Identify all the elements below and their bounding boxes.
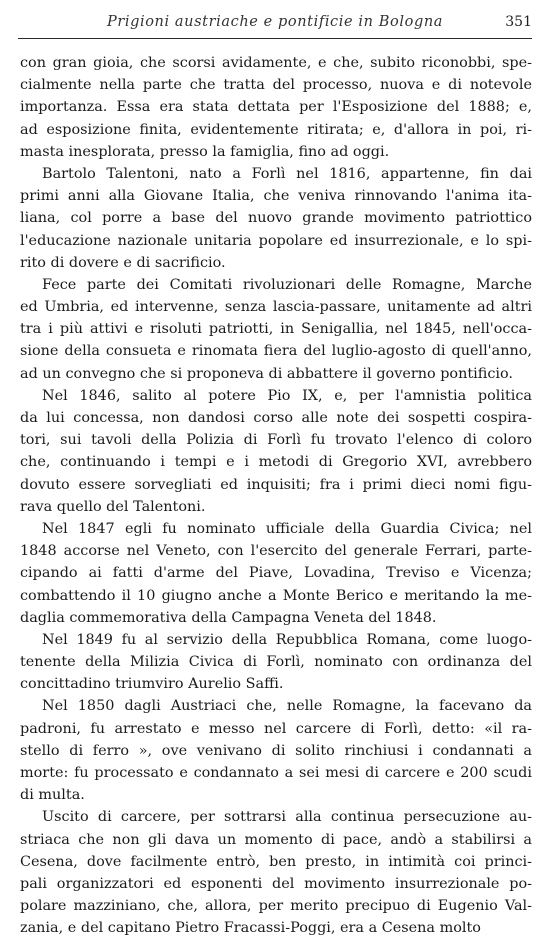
text-line: daglia commemorativa della Campagna Veneta del 1848. [20, 609, 437, 626]
text-line: Nel 1846, salito al potere Pio IX, e, per l'amnistia politica [42, 387, 532, 404]
text-line: con gran gioia, che scorsi avidamente, e che, subito riconobbi, spe- [20, 55, 532, 71]
text-line: ad esposizione finita, evidentemente ritirata; e, d'allora in poi, ri- [20, 121, 532, 138]
text-line: Fece parte dei Comitati rivoluzionari delle Romagne, Marche [42, 276, 532, 293]
text-line: Uscito di carcere, per sottrarsi alla continua persecuzione au- [42, 809, 532, 826]
text-line: polare mazziniano, che, allora, per merito precipuo di Eugenio Val- [20, 898, 532, 915]
text-line: rava quello del Talentoni. [20, 498, 206, 515]
text-line: striaca che non gli dava un momento di pace, andò a stabilirsi a [20, 831, 532, 848]
running-title: Prigioni austriache e pontificie in Bologna [106, 14, 444, 30]
text-line: morte: fu processato e condannato a sei mesi di carcere e 200 scudi [20, 765, 532, 781]
text-line: padroni, fu arrestato e messo nel carcere di Forlì, detto: «il ra- [20, 720, 532, 737]
paragraph [20, 695, 532, 806]
paragraph [20, 806, 532, 939]
text-line: tenente della Milizia Civica di Forlì, nominato con ordinanza del [20, 654, 532, 671]
text-line: zania, e del capitano Pietro Fracassi-Poggi, era a Cesena molto [20, 920, 481, 937]
text-line: combattendo il 10 giugno anche a Monte Berico e meritando la me- [20, 587, 532, 604]
text-line: sione della consueta e rinomata fiera del luglio-agosto di quell'anno, [20, 343, 532, 360]
text-line: tori, sui tavoli della Polizia di Forlì fu trovato l'elenco di coloro [20, 432, 532, 449]
body-text [20, 52, 532, 940]
paragraph [20, 163, 532, 274]
paragraph [20, 629, 532, 696]
text-line: 1848 accorse nel Veneto, con l'esercito del generale Ferrari, parte- [20, 543, 532, 560]
text-line: ad un convegno che si proponeva di abbattere il governo pontificio. [20, 365, 513, 382]
text-line: stello di ferro », ove venivano di solito rinchiusi i condannati a [20, 742, 532, 759]
text-line: pali organizzatori ed esponenti del movimento insurrezionale po- [20, 875, 532, 892]
text-line: concittadino triumviro Aurelio Saffi. [20, 676, 284, 693]
text-line: Nel 1850 dagli Austriaci che, nelle Romagne, la facevano da [42, 698, 532, 715]
paragraph [20, 52, 532, 163]
paragraph [20, 385, 532, 518]
text-line: liana, col porre a base del nuovo grande movimento patriottico [20, 210, 532, 227]
page-number: 351 [505, 14, 532, 30]
text-line: cipando ai fatti d'arme del Piave, Lovadina, Treviso e Vicenza; [20, 565, 532, 582]
text-line: primi anni alla Giovane Italia, che veniva rinnovando l'anima ita- [20, 188, 532, 205]
text-line: Nel 1849 fu al servizio della Repubblica Romana, come luogo- [42, 631, 532, 648]
text-line: Cesena, dove facilmente entrò, ben presto, in intimità coi princi- [20, 853, 532, 870]
text-line: rito di dovere e di sacrificio. [20, 254, 226, 271]
running-header [18, 8, 532, 39]
text-line: di multa. [20, 787, 85, 804]
text-line: masta inesplorata, presso la famiglia, fino ad oggi. [20, 143, 390, 160]
text-line: ed Umbria, ed intervenne, senza lascia-passare, unitamente ad altri [20, 299, 532, 316]
text-line: importanza. Essa era stata dettata per l'Esposizione del 1888; e, [20, 99, 532, 116]
text-line: che, continuando i tempi e i metodi di Gregorio XVI, avrebbero [20, 454, 532, 471]
text-line: cialmente nella parte che tratta del processo, nuova e di notevole [20, 77, 532, 94]
paragraph [20, 518, 532, 629]
text-line: da lui concessa, non dandosi corso alle note dei sospetti cospira- [20, 410, 532, 426]
text-line: tra i più attivi e risoluti patriotti, in Senigallia, nel 1845, nell'occa- [20, 321, 532, 338]
text-line: l'educazione nazionale unitaria popolare ed insurrezionale, e lo spi- [20, 232, 532, 249]
text-line: Bartolo Talentoni, nato a Forlì nel 1816, appartenne, fin dai [42, 165, 532, 182]
text-line: dovuto essere sorvegliati ed inquisiti; fra i primi dieci nomi figu- [20, 476, 532, 493]
paragraph [20, 274, 532, 385]
text-line: Nel 1847 egli fu nominato ufficiale della Guardia Civica; nel [42, 520, 532, 537]
